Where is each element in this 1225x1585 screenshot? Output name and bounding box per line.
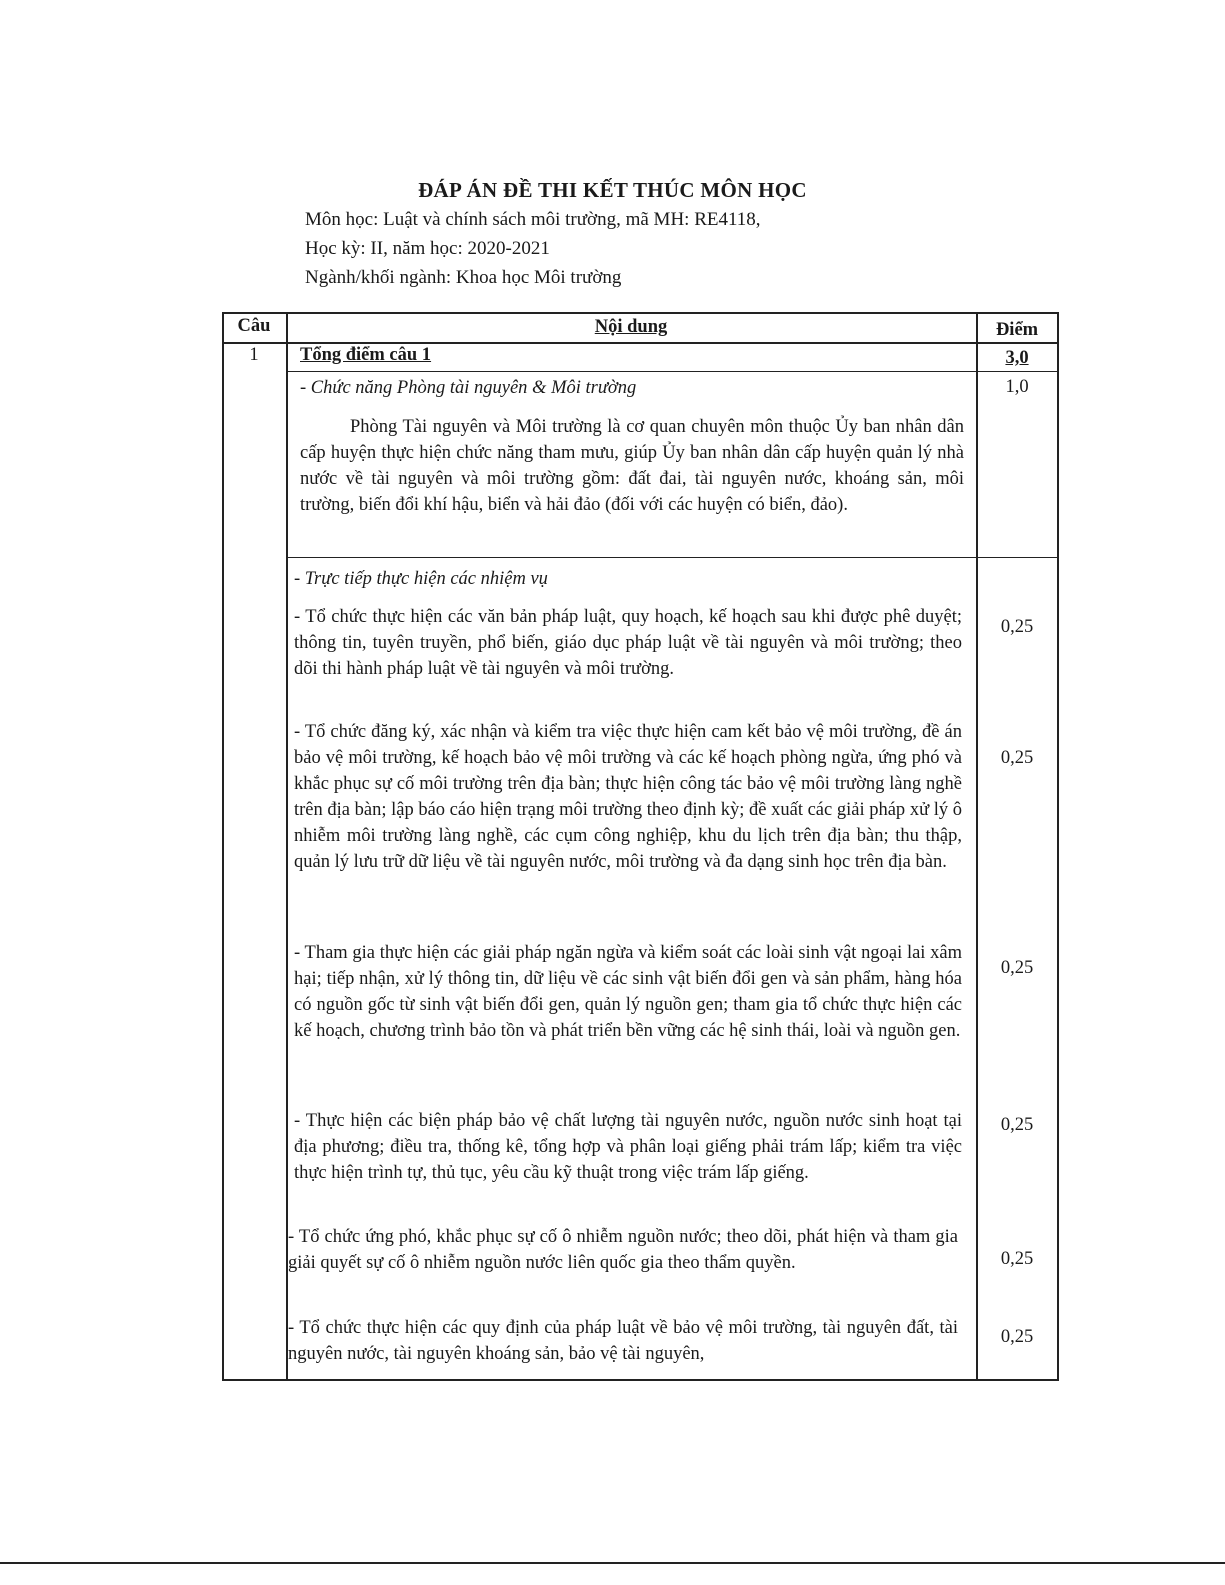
section2-heading: - Trực tiếp thực hiện các nhiệm vụ bbox=[294, 569, 548, 589]
column-header-noidung: Nội dung bbox=[594, 317, 668, 337]
task-score: 0,25 bbox=[1000, 748, 1034, 768]
col-divider-1 bbox=[286, 312, 288, 1381]
section1-score: 1,0 bbox=[1005, 377, 1029, 397]
table-right-border bbox=[1057, 312, 1059, 1381]
section1-body: Phòng Tài nguyên và Môi trường là cơ quan chuyên môn thuộc Ủy ban nhân dân cấp huyện thực hiện chức năng tham mưu, giúp Ủy ban nhân dân cấp huyện quản lý nhà nước về tài nguyên và môi trường gồm: đất đai, tài nguyên nước, khoáng sản, môi trường, biến đổi khí hậu, biển và hải đảo (đối với các huyện có biển, đảo). bbox=[300, 417, 964, 515]
subject-line: Môn học: Luật và chính sách môi trường, mã MH: RE4118, bbox=[305, 209, 761, 230]
task-score: 0,25 bbox=[1000, 1115, 1034, 1135]
major-line: Ngành/khối ngành: Khoa học Môi trường bbox=[305, 267, 622, 288]
task-item: - Tổ chức thực hiện các văn bản pháp luật, quy hoạch, kế hoạch sau khi được phê duyệt; thông tin, tuyên truyền, phổ biến, giáo dục pháp luật về tài nguyên và môi trường; theo dõi thi hành pháp luật về tài nguyên và môi trường. bbox=[294, 607, 962, 679]
column-header-cau: Câu bbox=[237, 316, 271, 336]
table-bottom-border bbox=[222, 1379, 1059, 1381]
task-score: 0,25 bbox=[1000, 1327, 1034, 1347]
task-item: - Tổ chức thực hiện các quy định của pháp luật về bảo vệ môi trường, tài nguyên đất, tài nguyên nước, tài nguyên khoáng sản, bảo vệ tài nguyên, bbox=[288, 1318, 958, 1364]
total-row-border bbox=[286, 371, 1059, 372]
task-item: - Tổ chức ứng phó, khắc phục sự cố ô nhiễm nguồn nước; theo dõi, phát hiện và tham gia giải quyết sự cố ô nhiễm nguồn nước liên quốc gia theo thẩm quyền. bbox=[288, 1227, 958, 1273]
task-item: - Thực hiện các biện pháp bảo vệ chất lượng tài nguyên nước, nguồn nước sinh hoạt tại địa phương; điều tra, thống kê, tổng hợp và phân loại giếng phải trám lấp; kiểm tra việc thực hiện trình tự, thủ tục, yêu cầu kỹ thuật trong việc trám lấp giếng. bbox=[294, 1111, 962, 1183]
question-number: 1 bbox=[249, 345, 259, 365]
task-score: 0,25 bbox=[1000, 958, 1034, 978]
section-divider bbox=[286, 557, 1059, 558]
total-score: 3,0 bbox=[1005, 348, 1029, 368]
task-item: - Tham gia thực hiện các giải pháp ngăn ngừa và kiểm soát các loài sinh vật ngoại lai xâm hại; tiếp nhận, xử lý thông tin, dữ liệu về các sinh vật biến đổi gen và sản phẩm, hàng hóa có nguồn gốc từ sinh vật biến đổi gen, quản lý nguồn gen; tham gia tổ chức thực hiện các kế hoạch, chương trình bảo tồn và phát triển bền vững các hệ sinh thái, loài và nguồn gen. bbox=[294, 943, 962, 1041]
page-title: ĐÁP ÁN ĐỀ THI KẾT THÚC MÔN HỌC bbox=[418, 178, 807, 202]
semester-line: Học kỳ: II, năm học: 2020-2021 bbox=[305, 238, 550, 259]
total-label: Tổng điểm câu 1 bbox=[300, 345, 432, 365]
table-left-border bbox=[222, 312, 224, 1381]
section1-heading: - Chức năng Phòng tài nguyên & Môi trường bbox=[300, 378, 637, 398]
col-divider-2 bbox=[976, 312, 978, 1381]
scan-edge-line bbox=[0, 1562, 1225, 1564]
exam-header bbox=[305, 205, 761, 292]
task-score: 0,25 bbox=[1000, 617, 1034, 637]
task-score: 0,25 bbox=[1000, 1249, 1034, 1269]
answer-table bbox=[222, 312, 1059, 1381]
column-header-diem: Điểm bbox=[995, 320, 1039, 340]
task-item: - Tổ chức đăng ký, xác nhận và kiểm tra việc thực hiện cam kết bảo vệ môi trường, đề án bảo vệ môi trường, kế hoạch bảo vệ môi trường và các kế hoạch phòng ngừa, ứng phó và khắc phục sự cố môi trường trên địa bàn; thực hiện công tác bảo vệ môi trường làng nghề trên địa bàn; lập báo cáo hiện trạng môi trường theo định kỳ; đề xuất các giải pháp xử lý ô nhiễm môi trường làng nghề, các cụm công nghiệp, khu du lịch trên địa bàn; thu thập, quản lý lưu trữ dữ liệu về tài nguyên nước, môi trường và đa dạng sinh học trên địa bàn. bbox=[294, 722, 962, 872]
